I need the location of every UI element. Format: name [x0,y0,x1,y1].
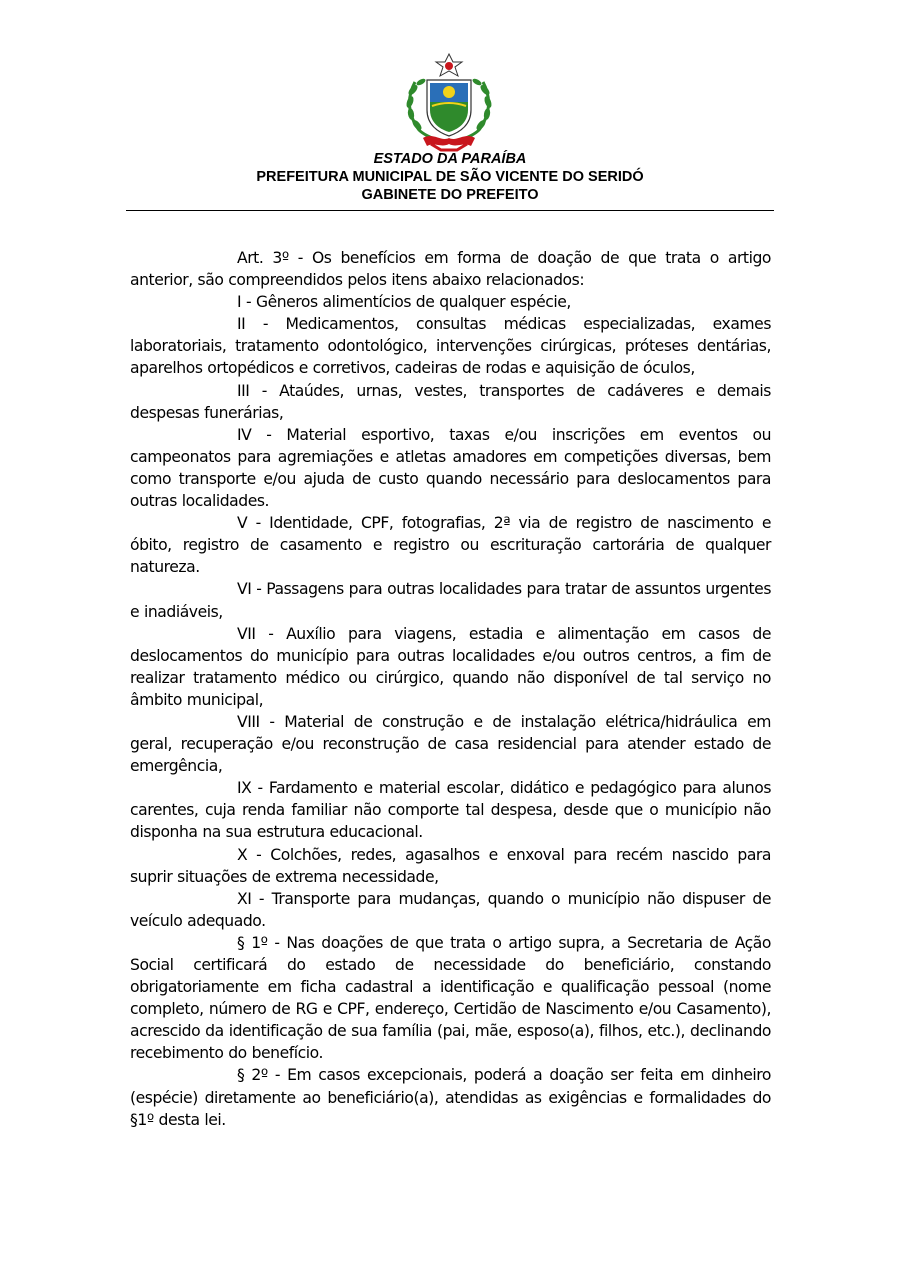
paragraph-1: § 1º - Nas doações de que trata o artigo supra, a Secretaria de Ação Social certificará do estado de necessidade do beneficiário, constando obrigatoriamente em ficha cadastral a identificação e qualificação pessoal (nome completo, número de RG e CPF, endereço, Certidão de Nascimento e/ou Casamento), acrescido da identificação de sua família (pai, mãe, esposo(a), filhos, etc.), declinando recebimento do benefício. [130,933,771,1063]
office-name: GABINETE DO PREFEITO [361,187,539,203]
item-iii: III - Ataúdes, urnas, vestes, transportes de cadáveres e demais despesas funerárias, [130,381,771,422]
state-name: ESTADO DA PARAÍBA [373,151,527,167]
item-vi: VI - Passagens para outras localidades para tratar de assuntos urgentes e inadiáveis, [130,580,771,621]
item-iv: IV - Material esportivo, taxas e/ou inscrições em eventos ou campeonatos para agremiações e atletas amadores em competições diversas, bem como transporte e/ou ajuda de custo quando necessário para deslocamentos para outras localidades. [130,425,771,511]
coat-of-arms-icon [401,52,497,154]
article-3-intro: Art. 3º - Os benefícios em forma de doação de que trata o artigo anterior, são compreendidos pelos itens abaixo relacionados: [130,249,771,290]
item-viii: VIII - Material de construção e de instalação elétrica/hidráulica em geral, recuperação e/ou reconstrução de casa residencial para atender estado de emergência, [130,712,771,776]
item-x: X - Colchões, redes, agasalhos e enxoval para recém nascido para suprir situações de extrema necessidade, [130,845,771,886]
city-hall-name: PREFEITURA MUNICIPAL DE SÃO VICENTE DO SERIDÓ [256,169,644,185]
document-body [130,247,771,1131]
header-divider [126,210,774,211]
item-xi: XI - Transporte para mudanças, quando o município não dispuser de veículo adequado. [130,889,771,930]
item-v: V - Identidade, CPF, fotografias, 2ª via de registro de nascimento e óbito, registro de casamento e registro ou escrituração cartorária de qualquer natureza. [130,514,771,577]
paragraph-2: § 2º - Em casos excepcionais, poderá a doação ser feita em dinheiro (espécie) diretamente ao beneficiário(a), atendidas as exigências e formalidades do §1º desta lei. [130,1066,771,1129]
item-vii: VII - Auxílio para viagens, estadia e alimentação em casos de deslocamentos do município para outras localidades e/ou outros centros, a fim de realizar tratamento médico ou cirúrgico, quando não disponível de tal serviço no âmbito municipal, [130,624,771,709]
document-header [126,150,774,204]
item-ii: II - Medicamentos, consultas médicas especializadas, exames laboratoriais, tratamento odontológico, intervenções cirúrgicas, próteses dentárias, aparelhos ortopédicos e corretivos, cadeiras de rodas e aquisição de óculos, [130,315,771,378]
item-i: I - Gêneros alimentícios de qualquer espécie, [237,293,571,312]
item-ix: IX - Fardamento e material escolar, didático e pedagógico para alunos carentes, cuja renda familiar não comporte tal despesa, desde que o município não disponha na sua estrutura educacional. [130,779,771,842]
